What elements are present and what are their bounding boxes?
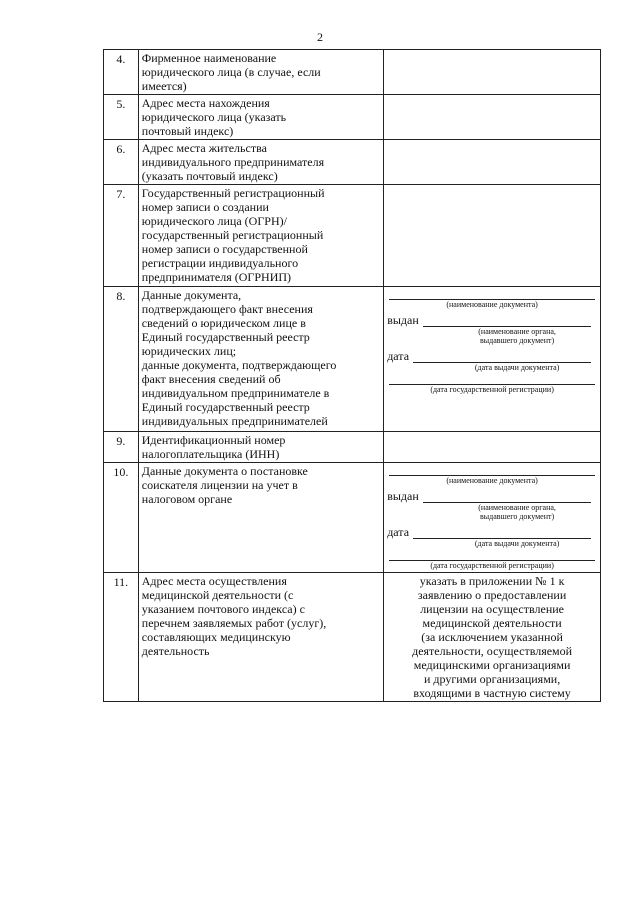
row-number: 11. [113, 575, 129, 589]
value-cell-company-name[interactable] [384, 50, 601, 95]
issue-date-caption: (дата выдачи документа) [474, 539, 560, 548]
row-label-activity-address: Адрес места осуществления медицинской деятельности (с указанием почтового индекса) с перечнем заявляемых работ (услуг), составляющих медицинскую деятельность [141, 574, 327, 658]
row-number: 7. [116, 187, 126, 201]
row-number: 5. [116, 97, 126, 111]
issue-date-line[interactable] [413, 529, 591, 539]
row-number: 8. [116, 289, 126, 303]
row-label-inn: Идентификационный номер налогоплательщика (ИНН) [141, 433, 286, 461]
table-row [104, 463, 601, 573]
value-cell-ogrn[interactable] [384, 185, 601, 287]
document-name-line[interactable] [389, 290, 595, 300]
row-number: 6. [116, 142, 126, 156]
date-label: дата [387, 349, 410, 363]
tax-document-fields [387, 464, 597, 570]
document-name-caption: (наименование документа) [446, 300, 538, 309]
row-label-legal-address: Адрес места нахождения юридического лица (указать почтовый индекс) [141, 96, 287, 138]
table-row [104, 185, 601, 287]
issuer-caption: (наименование органа, выдавшего документ) [478, 503, 556, 521]
table-row [104, 573, 601, 702]
issued-by-line[interactable] [423, 317, 591, 327]
row-label-ogrn: Государственный регистрационный номер записи о создании юридического лица (ОГРН)/ государственный регистрационный номер записи о государственной регистрации индивидуального предпринимателя (ОГРНИП) [141, 186, 325, 284]
issuer-caption: (наименование органа, выдавшего документ) [478, 327, 556, 345]
row-label-registry-document: Данные документа, подтверждающего факт внесения сведений о юридическом лице в Единый государственный реестр юридических лиц; данные документа, подтверждающего факт внесения сведений об индивидуальном предпринимателе в Единый государственный реестр индивидуальных предпринимателей [141, 288, 337, 428]
document-name-line[interactable] [389, 466, 595, 476]
issued-by-label: выдан [387, 489, 419, 503]
value-cell-legal-address[interactable] [384, 95, 601, 140]
application-form-table [103, 49, 601, 702]
row-label-residence-address: Адрес места жительства индивидуального предпринимателя (указать почтовый индекс) [141, 141, 325, 183]
registration-date-line[interactable] [389, 375, 595, 385]
value-cell-residence-address[interactable] [384, 140, 601, 185]
issue-date-caption: (дата выдачи документа) [474, 363, 560, 372]
table-row [104, 432, 601, 463]
table-row [104, 50, 601, 95]
document-name-caption: (наименование документа) [446, 476, 538, 485]
row-label-company-name: Фирменное наименование юридического лица (в случае, если имеется) [141, 51, 321, 93]
registration-date-line[interactable] [389, 551, 595, 561]
row-label-tax-document: Данные документа о постановке соискателя лицензии на учет в налоговом органе [141, 464, 308, 506]
issue-date-line[interactable] [413, 353, 591, 363]
issued-by-label: выдан [387, 313, 419, 327]
registration-date-caption: (дата государственной регистрации) [430, 561, 554, 570]
row-number: 10. [113, 465, 129, 479]
table-row [104, 95, 601, 140]
activity-address-instruction: указать в приложении № 1 к заявлению о предоставлении лицензии на осуществление медицинской деятельности (за исключением указанной деятельности, осуществляемой медицинскими организациями и другими организациями, входящими в частную систему [412, 574, 573, 700]
value-cell-inn[interactable] [384, 432, 601, 463]
row-number: 9. [116, 434, 126, 448]
registration-date-caption: (дата государственной регистрации) [430, 385, 554, 394]
row-number: 4. [116, 52, 126, 66]
registry-document-fields [387, 288, 597, 394]
issued-by-line[interactable] [423, 493, 591, 503]
table-row [104, 140, 601, 185]
date-label: дата [387, 525, 410, 539]
table-row [104, 287, 601, 432]
page-number: 2 [317, 30, 323, 44]
